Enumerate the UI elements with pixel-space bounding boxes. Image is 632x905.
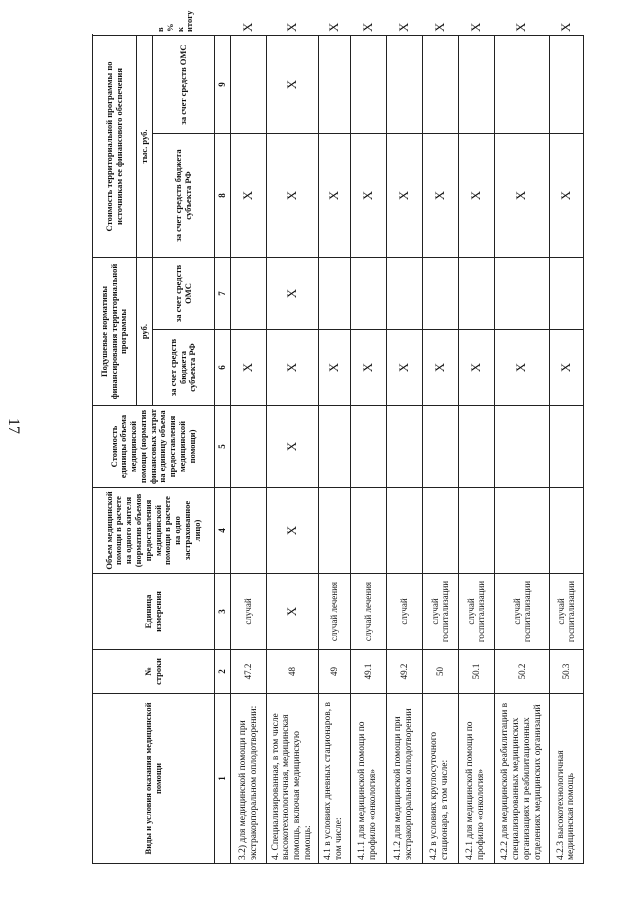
cell-cost-oms: [231, 36, 267, 134]
col-number: 2: [215, 650, 231, 694]
cell-cost-oms: [494, 36, 549, 134]
cell-cost: [231, 406, 267, 488]
cell-volume: [494, 488, 549, 574]
row-name: 4.2.2 для медицинской реабилитации в специализированных медицинских организациях и реабилитационных отделениях медицинских организаций: [494, 694, 549, 864]
header-cost: Стоимость единицы объема медицинской помощи (норматив финансовых затрат на единицу объема предоставления медицинской помощи): [93, 406, 215, 488]
row-unit: случай госпитализации: [549, 574, 583, 650]
cell-norm-oms: X: [267, 258, 319, 330]
cell-volume: [231, 488, 267, 574]
cell-cost-budget: X: [386, 134, 422, 258]
cell-cost: [350, 406, 386, 488]
cell-volume: X: [267, 488, 319, 574]
table-holder: [92, 10, 584, 864]
row-no: 50.1: [458, 650, 494, 694]
row-no: 47.2: [231, 650, 267, 694]
row-name: 4.1.1 для медицинской помощи по профилю «онкология»: [350, 694, 386, 864]
cell-cost-budget: X: [318, 134, 350, 258]
cell-cost-oms: [549, 36, 583, 134]
row-unit: случай госпитализации: [494, 574, 549, 650]
table-row: 4.2.2 для медицинской реабилитации в специализированных медицинских организациях и реабилитационных отделениях медицинских организаций 50.2 случай госпитализации X X X: [494, 36, 549, 864]
cell-norm-oms: [318, 258, 350, 330]
header-unit: Единица измерения: [93, 574, 215, 650]
row-no: 48: [267, 650, 319, 694]
table-row: 4.1 в условиях дневных стационаров, в том числе: 49 случай лечения X X X: [318, 36, 350, 864]
row-name: 4. Специализированная, в том числе высокотехнологичная, медицинская помощь, включая медицинскую помощь:: [267, 694, 319, 864]
header-cost-oms: за счет средств ОМС: [153, 36, 215, 134]
cell-volume: [458, 488, 494, 574]
cell-cost: [458, 406, 494, 488]
header-cost-budget: за счет средств бюджета субъекта РФ: [153, 134, 215, 258]
cell-volume: [422, 488, 458, 574]
cell-volume: [549, 488, 583, 574]
row-no: 49: [318, 650, 350, 694]
cell-norm-oms: [422, 258, 458, 330]
cell-cost-oms: [350, 36, 386, 134]
row-no: 50.2: [494, 650, 549, 694]
cell-cost-oms: [458, 36, 494, 134]
row-name: 4.1.2 для медицинской помощи при экстракорпоральном оплодотворении: [386, 694, 422, 864]
cell-norm-budget: X: [549, 330, 583, 406]
row-unit: случай: [386, 574, 422, 650]
header-cost-unit: тыс. руб.: [137, 36, 153, 258]
table-row: 3.2) для медицинской помощи при экстракорпоральном оплодотворении: 47.2 случай X X X: [231, 36, 267, 864]
cell-norm-budget: X: [350, 330, 386, 406]
cell-cost: [318, 406, 350, 488]
row-unit: случай лечения: [318, 574, 350, 650]
header-types: Виды и условия оказания медицинской помощи: [93, 694, 215, 864]
row-name: 4.2 в условиях круглосуточного стационара, в том числе:: [422, 694, 458, 864]
cell-cost: [549, 406, 583, 488]
row-unit: случай госпитализации: [458, 574, 494, 650]
row-name: 3.2) для медицинской помощи при экстракорпоральном оплодотворении:: [231, 694, 267, 864]
cell-norm-budget: X: [318, 330, 350, 406]
cell-norm-budget: X: [494, 330, 549, 406]
cell-norm-oms: [458, 258, 494, 330]
header-norms-budget: за счет средств бюджета субъекта РФ: [153, 330, 215, 406]
financing-table: Виды и условия оказания медицинской помощи № строки Единица измерения Объем медицинской помощи в расчете на одного жителя (норматив объемов предоставления медицинской помощи в расчете на одно застрахованное лицо) Стоимость единицы объема медицинской помощи (норматив финансовых затрат на единицу объема предоставления медицинской помощи) Подушевые нормативы финансирования территориальной программы Стоимость территориальной программы по источникам ее финансового обеспечения руб. тыс. руб. в % к итогу за счет средств бюджета субъекта РФ за счет средств ОМС за счет средств бюджета субъекта РФ за счет средств ОМС 1 2 3 4 5 6 7 8 9 3.2) для медицинской помощи при экстракорпоральном оплодотворении: 47.2 случай X X X 4. Специализированная, в том числе высокотехнологичная, медицинская помощь, включая медицинскую помощь: 48 X X X X X X X X 4.1 в условиях дневных стационаров, в том числе: 49 случай лечения X X X 4.1.1 для медицинской помощи по профилю «онкология» 49.1 случай лечения X X X 4.1.2 для медицинской помощи при экстракорпоральном оплодотворении 49.2 случай X X X 4.2 в условиях круглосуточного стационара, в том числе: 50 случай госпитализации X X X 4.2.1 для медицинской помощи по профилю «онкология» 50.1 случай госпитализации X X X 4.2.2 для медицинской реабилитации в специализированных медицинских организациях и реабилитационных отделениях медицинских организаций 50.2 случай госпитализации X X X 4.2.3 высокотехнологичная медицинская помощь 50.3 случай госпитализации X X X: [92, 35, 584, 864]
cell-volume: [386, 488, 422, 574]
cell-cost-budget: X: [231, 134, 267, 258]
col-number: 7: [215, 258, 231, 330]
cell-norm-oms: [386, 258, 422, 330]
col-number: 4: [215, 488, 231, 574]
row-unit: X: [267, 574, 319, 650]
cell-volume: [350, 488, 386, 574]
header-norms-unit: руб.: [137, 258, 153, 406]
row-name: 4.1 в условиях дневных стационаров, в том числе:: [318, 694, 350, 864]
header-volume: Объем медицинской помощи в расчете на одного жителя (норматив объемов предоставления медицинской помощи в расчете на одно застрахованное лицо): [93, 488, 215, 574]
cell-cost-oms: [318, 36, 350, 134]
cell-cost: [422, 406, 458, 488]
cell-cost-budget: X: [267, 134, 319, 258]
col-number: 3: [215, 574, 231, 650]
cell-cost: [494, 406, 549, 488]
header-norms-oms: за счет средств ОМС: [153, 258, 215, 330]
row-no: 49.1: [350, 650, 386, 694]
cell-cost: X: [267, 406, 319, 488]
col-number: 6: [215, 330, 231, 406]
table-row: 4.1.2 для медицинской помощи при экстракорпоральном оплодотворении 49.2 случай X X X: [386, 36, 422, 864]
cell-cost-budget: X: [549, 134, 583, 258]
cell-norm-budget: X: [422, 330, 458, 406]
row-no: 50: [422, 650, 458, 694]
cell-cost: [386, 406, 422, 488]
cell-cost-budget: X: [350, 134, 386, 258]
cell-norm-oms: [549, 258, 583, 330]
header-norms: Подушевые нормативы финансирования территориальной программы: [93, 258, 137, 406]
header-cost-total: Стоимость территориальной программы по источникам ее финансового обеспечения: [93, 36, 137, 258]
cell-norm-budget: X: [386, 330, 422, 406]
header-row-no: № строки: [93, 650, 215, 694]
table-row: 4.2.1 для медицинской помощи по профилю «онкология» 50.1 случай госпитализации X X X: [458, 36, 494, 864]
cell-cost-oms: [422, 36, 458, 134]
row-name: 4.2.1 для медицинской помощи по профилю «онкология»: [458, 694, 494, 864]
cell-cost-budget: X: [494, 134, 549, 258]
row-unit: случай госпитализации: [422, 574, 458, 650]
cell-norm-budget: X: [231, 330, 267, 406]
row-unit: случай: [231, 574, 267, 650]
cell-cost-budget: X: [422, 134, 458, 258]
cell-cost-oms: X: [267, 36, 319, 134]
cell-cost-oms: [386, 36, 422, 134]
cell-norm-oms: [350, 258, 386, 330]
col-number: 9: [215, 36, 231, 134]
row-no: 50.3: [549, 650, 583, 694]
table-row: 4.2 в условиях круглосуточного стационара, в том числе: 50 случай госпитализации X X X: [422, 36, 458, 864]
page-number: 17: [5, 418, 22, 434]
cell-norm-oms: [231, 258, 267, 330]
cell-cost-budget: X: [458, 134, 494, 258]
row-name: 4.2.3 высокотехнологичная медицинская помощь: [549, 694, 583, 864]
cell-volume: [318, 488, 350, 574]
cell-norm-budget: X: [458, 330, 494, 406]
row-no: 49.2: [386, 650, 422, 694]
rotated-table-wrapper: [92, 10, 584, 864]
cell-norm-oms: [494, 258, 549, 330]
table-row: 4.1.1 для медицинской помощи по профилю «онкология» 49.1 случай лечения X X X: [350, 36, 386, 864]
table-row: 4.2.3 высокотехнологичная медицинская помощь 50.3 случай госпитализации X X X: [549, 36, 583, 864]
col-number: 8: [215, 134, 231, 258]
row-unit: случай лечения: [350, 574, 386, 650]
table-row: 4. Специализированная, в том числе высокотехнологичная, медицинская помощь, включая медицинскую помощь: 48 X X X X X X X X: [267, 36, 319, 864]
cell-norm-budget: X: [267, 330, 319, 406]
col-number: 5: [215, 406, 231, 488]
col-number: 1: [215, 694, 231, 864]
